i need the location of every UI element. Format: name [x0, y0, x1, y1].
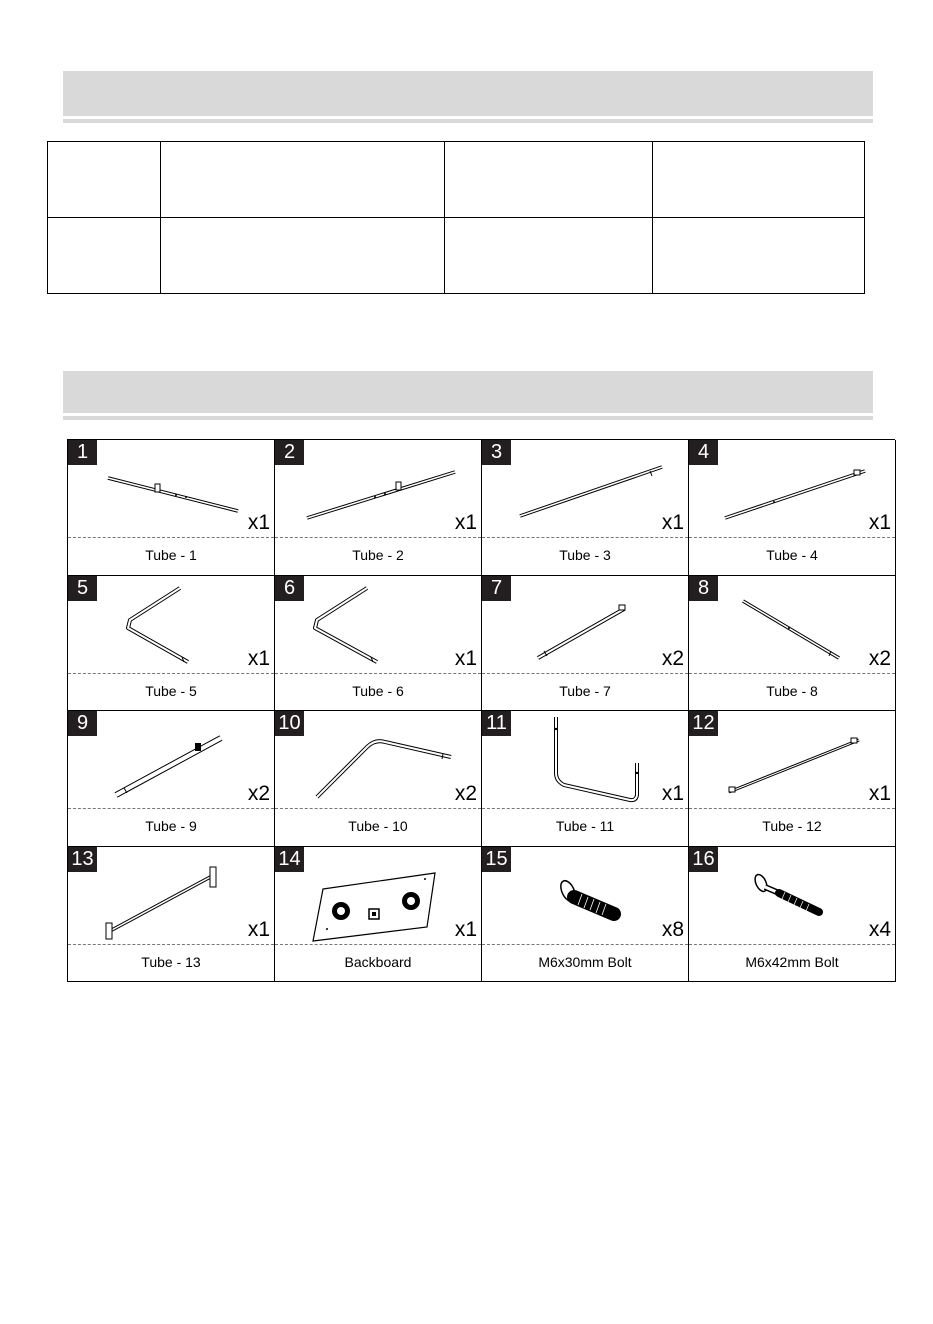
- table-cell: [653, 142, 865, 218]
- part-name: Backboard: [344, 953, 412, 970]
- part-number: 2: [275, 440, 304, 465]
- part-name: Tube - 4: [766, 547, 818, 563]
- part-quantity: x1: [661, 511, 684, 534]
- part-number: 7: [482, 576, 511, 601]
- part-cell-8: [689, 576, 896, 712]
- part-number: 13: [68, 847, 97, 872]
- long-thin-tube-icon: [689, 711, 895, 808]
- part-quantity: x2: [247, 782, 270, 805]
- table-row: [48, 218, 865, 294]
- part-name: Tube - 8: [766, 682, 818, 699]
- part-cell-2: [275, 440, 482, 576]
- divider: [68, 537, 274, 538]
- divider: [482, 944, 688, 945]
- tube-with-end-plates-icon: [68, 847, 274, 944]
- part-quantity: x4: [868, 917, 891, 941]
- divider: [275, 944, 481, 945]
- section-header-bar-parts: [63, 371, 873, 413]
- part-name: Tube - 9: [145, 818, 197, 834]
- part-quantity: x1: [868, 782, 891, 805]
- section-header-rule-top: [63, 119, 873, 123]
- part-number: 12: [689, 711, 718, 736]
- part-name: Tube - 6: [352, 682, 404, 699]
- short-tube-icon: [689, 576, 895, 673]
- short-bolt-icon: [482, 847, 688, 944]
- part-quantity: x1: [454, 646, 477, 670]
- part-name: Tube - 1: [145, 547, 197, 563]
- part-quantity: x1: [247, 511, 270, 534]
- part-quantity: x1: [247, 646, 270, 670]
- table-cell: [445, 142, 653, 218]
- divider: [689, 537, 895, 538]
- part-quantity: x1: [454, 511, 477, 534]
- thick-tube-with-clip-icon: [68, 711, 274, 808]
- part-name: Tube - 5: [145, 682, 197, 699]
- divider: [689, 808, 895, 809]
- part-quantity: x2: [661, 646, 684, 670]
- divider: [68, 944, 274, 945]
- part-cell-15: [482, 847, 689, 983]
- table-cell: [161, 218, 445, 294]
- section-header-rule-parts: [63, 416, 873, 420]
- part-cell-13: [68, 847, 275, 983]
- straight-tube-icon: [689, 440, 895, 537]
- part-name: M6x42mm Bolt: [745, 953, 839, 970]
- table-cell: [161, 142, 445, 218]
- part-quantity: x1: [661, 782, 684, 805]
- section-header-bar-top: [63, 71, 873, 116]
- part-name: Tube - 3: [559, 547, 611, 563]
- divider: [689, 944, 895, 945]
- part-cell-11: [482, 711, 689, 847]
- table-cell: [48, 142, 161, 218]
- part-number: 3: [482, 440, 511, 465]
- bent-tube-icon: [68, 576, 274, 673]
- part-cell-7: [482, 576, 689, 712]
- part-quantity: x8: [661, 917, 684, 941]
- arched-tube-icon: [275, 711, 481, 808]
- specification-table: [47, 141, 865, 294]
- part-quantity: x1: [454, 917, 477, 941]
- part-number: 14: [275, 847, 304, 872]
- part-name: Tube - 7: [559, 682, 611, 699]
- part-name: Tube - 11: [555, 818, 615, 834]
- part-number: 9: [68, 711, 97, 736]
- part-cell-6: [275, 576, 482, 712]
- divider: [482, 537, 688, 538]
- divider: [68, 808, 274, 809]
- divider: [275, 808, 481, 809]
- part-cell-14: [275, 847, 482, 983]
- part-cell-5: [68, 576, 275, 712]
- part-number: 15: [482, 847, 511, 872]
- divider: [689, 673, 895, 674]
- parts-list-grid: [67, 439, 895, 982]
- part-name: Tube - 12: [762, 818, 822, 834]
- divider: [68, 673, 274, 674]
- part-name: Tube - 13: [141, 953, 201, 970]
- part-number: 11: [482, 711, 511, 736]
- part-number: 1: [68, 440, 97, 465]
- straight-tube-with-clip-icon: [275, 440, 481, 537]
- part-quantity: x1: [868, 511, 891, 534]
- part-cell-1: [68, 440, 275, 576]
- part-cell-10: [275, 711, 482, 847]
- backboard-icon: [275, 847, 481, 944]
- part-number: 5: [68, 576, 97, 601]
- table-cell: [653, 218, 865, 294]
- table-cell: [48, 218, 161, 294]
- part-quantity: x1: [247, 917, 270, 941]
- straight-tube-icon: [482, 440, 688, 537]
- bent-tube-icon: [275, 576, 481, 673]
- part-quantity: x2: [454, 782, 477, 805]
- part-cell-12: [689, 711, 896, 847]
- divider: [275, 673, 481, 674]
- divider: [482, 673, 688, 674]
- part-name: Tube - 10: [348, 818, 408, 834]
- long-bolt-icon: [689, 847, 895, 944]
- short-tube-icon: [482, 576, 688, 673]
- table-row: [48, 142, 865, 218]
- part-number: 6: [275, 576, 304, 601]
- u-shaped-tube-icon: [482, 711, 688, 808]
- part-cell-3: [482, 440, 689, 576]
- part-quantity: x2: [868, 646, 891, 670]
- part-number: 4: [689, 440, 718, 465]
- part-number: 16: [689, 847, 718, 872]
- divider: [482, 808, 688, 809]
- part-cell-16: [689, 847, 896, 983]
- part-number: 10: [275, 711, 304, 736]
- part-name: Tube - 2: [352, 547, 404, 563]
- table-cell: [445, 218, 653, 294]
- straight-tube-with-clip-icon: [68, 440, 274, 537]
- part-cell-4: [689, 440, 896, 576]
- part-name: M6x30mm Bolt: [538, 953, 632, 970]
- part-cell-9: [68, 711, 275, 847]
- part-number: 8: [689, 576, 718, 601]
- divider: [275, 537, 481, 538]
